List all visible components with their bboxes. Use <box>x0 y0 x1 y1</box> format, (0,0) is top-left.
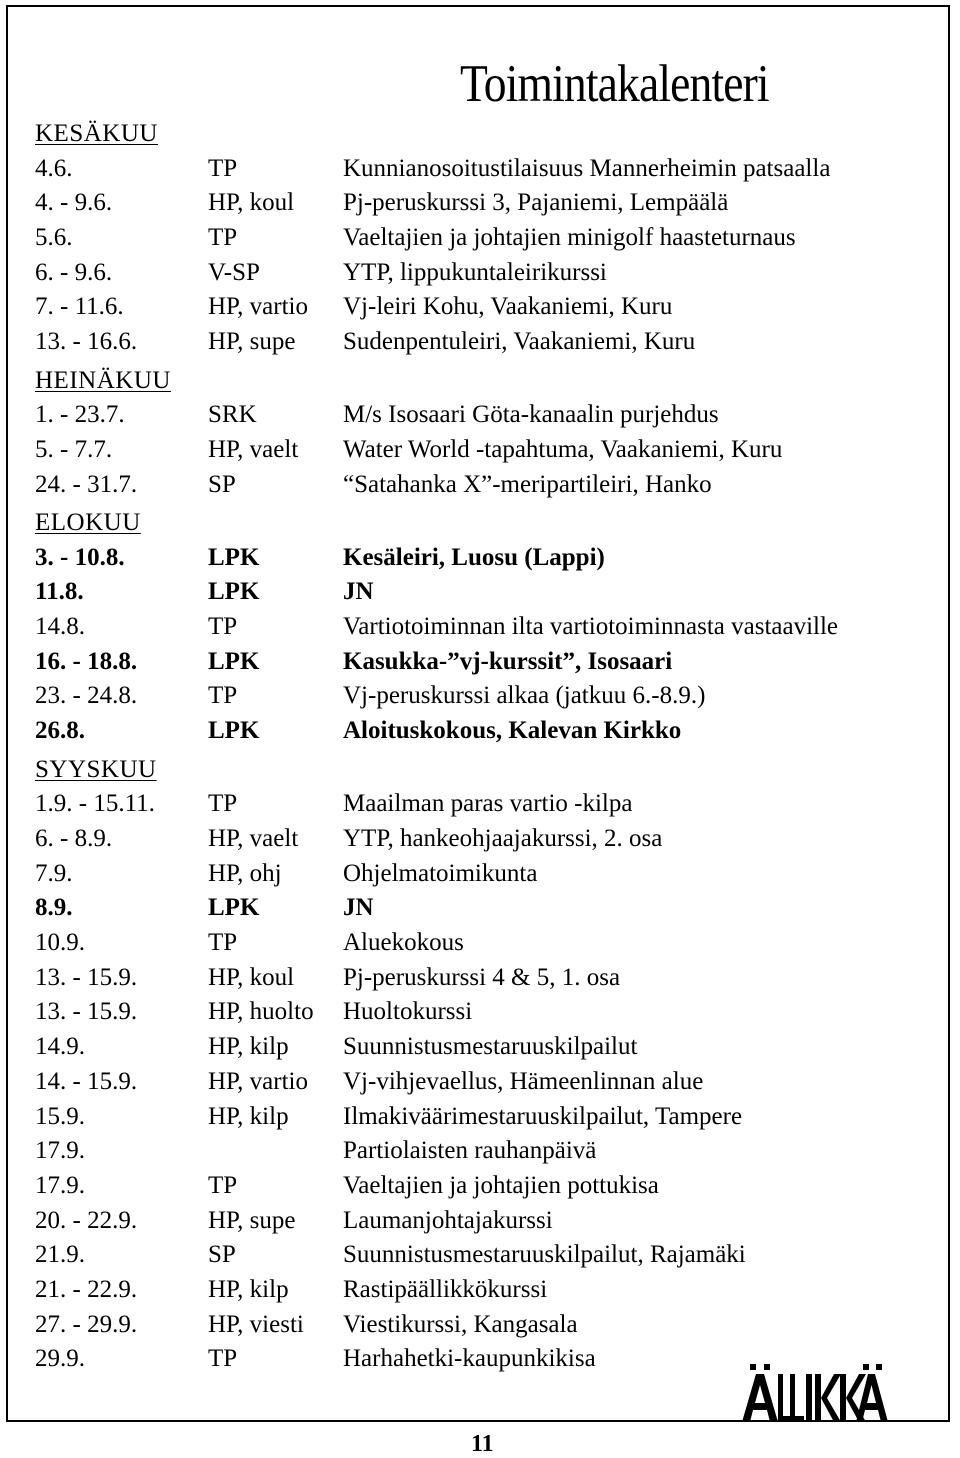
allikka-logo <box>740 1360 890 1430</box>
event-name: Vj-peruskurssi alkaa (jatkuu 6.-8.9.) <box>343 682 706 710</box>
event-date: 4.6. <box>35 154 73 182</box>
event-row <box>35 221 935 256</box>
event-name: Partiolaisten rauhanpäivä <box>343 1137 597 1165</box>
month-section <box>35 753 935 1377</box>
event-name: JN <box>343 894 374 922</box>
event-organizer: LPK <box>208 647 260 675</box>
event-row <box>35 857 935 892</box>
event-organizer: TP <box>208 1345 238 1373</box>
event-organizer: TP <box>208 682 238 710</box>
event-name: Suunnistusmestaruuskilpailut, Rajamäki <box>343 1241 746 1269</box>
event-row <box>35 679 935 714</box>
event-date: 13. - 15.9. <box>35 963 138 991</box>
event-organizer: TP <box>208 790 238 818</box>
event-name: Vartiotoiminnan ilta vartiotoiminnasta vastaaville <box>343 613 839 641</box>
event-name: Vj-leiri Kohu, Vaakaniemi, Kuru <box>343 293 673 321</box>
event-date: 7. - 11.6. <box>35 293 124 321</box>
event-row <box>35 152 935 187</box>
event-name: Ohjelmatoimikunta <box>343 859 538 887</box>
event-organizer: LPK <box>208 578 260 606</box>
event-row <box>35 398 935 433</box>
event-name: Vj-vihjevaellus, Hämeenlinnan alue <box>343 1067 704 1095</box>
month-heading: KESÄKUU <box>35 120 158 147</box>
event-row <box>35 645 935 680</box>
event-name: Aluekokous <box>343 929 464 957</box>
event-organizer: HP, vaelt <box>208 825 299 852</box>
event-organizer: HP, kilp <box>208 1275 289 1303</box>
event-row <box>35 1169 935 1204</box>
event-date: 26.8. <box>35 717 85 745</box>
month-section <box>35 506 935 749</box>
event-name: YTP, lippukuntaleirikurssi <box>343 258 607 286</box>
event-row <box>35 1134 935 1169</box>
month-heading: ELOKUU <box>35 509 141 537</box>
event-row <box>35 995 935 1030</box>
event-name: Vaeltajien ja johtajien minigolf haasteturnaus <box>343 223 796 251</box>
event-name: Viestikurssi, Kangasala <box>343 1310 578 1338</box>
event-date: 3. - 10.8. <box>35 543 125 571</box>
event-organizer: TP <box>208 223 238 251</box>
event-name: Ilmakiväärimestaruuskilpailut, Tampere <box>343 1102 743 1130</box>
event-date: 8.9. <box>35 894 73 922</box>
event-row <box>35 256 935 291</box>
event-organizer: HP, vaelt <box>208 435 299 463</box>
event-name: Maailman paras vartio -kilpa <box>343 790 633 818</box>
event-date: 11.8. <box>35 578 84 606</box>
event-date: 17.9. <box>35 1171 85 1199</box>
event-date: 17.9. <box>35 1137 85 1165</box>
calendar-list <box>35 117 935 1377</box>
event-row <box>35 186 935 221</box>
event-organizer: SP <box>208 1241 236 1269</box>
event-name: Sudenpentuleiri, Vaakaniemi, Kuru <box>343 327 696 355</box>
event-name: Kasukka-”vj-kurssit”, Isosaari <box>343 647 673 675</box>
event-date: 13. - 15.9. <box>35 998 138 1026</box>
event-date: 6. - 9.6. <box>35 258 113 286</box>
event-row <box>35 1308 935 1343</box>
event-organizer: TP <box>208 1171 238 1199</box>
event-date: 1.9. - 15.11. <box>35 790 155 818</box>
event-date: 16. - 18.8. <box>35 647 138 675</box>
event-date: 24. - 31.7. <box>35 470 138 498</box>
event-name: Vaeltajien ja johtajien pottukisa <box>343 1171 659 1199</box>
event-name: “Satahanka X”-meripartileiri, Hanko <box>343 470 712 498</box>
event-row <box>35 290 935 325</box>
event-name: Rastipäällikkökurssi <box>343 1275 548 1303</box>
event-organizer: LPK <box>208 717 260 745</box>
event-date: 14.8. <box>35 613 85 641</box>
event-name: Pj-peruskurssi 3, Pajaniemi, Lempäälä <box>343 189 729 217</box>
event-name: Kunnianosoitustilaisuus Mannerheimin patsaalla <box>343 154 831 182</box>
event-organizer: SRK <box>208 401 257 429</box>
event-organizer: HP, huolto <box>208 998 314 1026</box>
event-date: 21.9. <box>35 1241 85 1269</box>
event-row <box>35 787 935 822</box>
event-date: 15.9. <box>35 1102 85 1130</box>
event-row <box>35 433 935 468</box>
event-organizer: HP, vartio <box>208 293 308 321</box>
event-date: 6. - 8.9. <box>35 825 113 852</box>
event-date: 14.9. <box>35 1033 85 1061</box>
page-number: 11 <box>471 1431 494 1457</box>
event-row <box>35 1204 935 1239</box>
month-heading: HEINÄKUU <box>35 366 171 394</box>
event-date: 7.9. <box>35 859 73 887</box>
event-row <box>35 541 935 576</box>
event-organizer: HP, koul <box>208 189 295 217</box>
event-row <box>35 822 935 857</box>
event-organizer: LPK <box>208 894 260 922</box>
event-name: Water World -tapahtuma, Vaakaniemi, Kuru <box>343 435 783 463</box>
event-date: 5.6. <box>35 223 73 251</box>
event-row <box>35 468 935 503</box>
event-organizer: SP <box>208 470 236 498</box>
event-date: 5. - 7.7. <box>35 435 113 463</box>
event-organizer: HP, koul <box>208 963 295 991</box>
event-name: Kesäleiri, Luosu (Lappi) <box>343 543 605 571</box>
event-organizer: HP, supe <box>208 1206 296 1234</box>
event-name: Pj-peruskurssi 4 & 5, 1. osa <box>343 963 621 991</box>
event-date: 29.9. <box>35 1345 85 1373</box>
event-row <box>35 1238 935 1273</box>
event-organizer: TP <box>208 929 238 957</box>
event-name: M/s Isosaari Göta-kanaalin purjehdus <box>343 401 719 429</box>
event-date: 27. - 29.9. <box>35 1310 138 1338</box>
event-organizer: TP <box>208 613 238 641</box>
event-date: 20. - 22.9. <box>35 1206 138 1234</box>
event-organizer <box>208 1134 343 1169</box>
month-heading: SYYSKUU <box>35 755 157 783</box>
page-title: Toimintakalenteri <box>460 55 769 113</box>
event-row <box>35 610 935 645</box>
event-name: Suunnistusmestaruuskilpailut <box>343 1033 638 1061</box>
month-section <box>35 117 935 360</box>
event-row <box>35 1030 935 1065</box>
event-organizer: HP, vartio <box>208 1067 308 1095</box>
event-row <box>35 714 935 749</box>
event-date: 4. - 9.6. <box>35 189 113 217</box>
event-organizer: V-SP <box>208 258 260 286</box>
month-section <box>35 364 935 503</box>
event-row <box>35 325 935 360</box>
event-date: 14. - 15.9. <box>35 1067 138 1095</box>
event-organizer: HP, kilp <box>208 1102 289 1130</box>
event-date: 13. - 16.6. <box>35 327 138 355</box>
event-row <box>35 1065 935 1100</box>
event-name: Aloituskokous, Kalevan Kirkko <box>343 717 682 745</box>
event-organizer: HP, kilp <box>208 1033 289 1061</box>
event-row <box>35 926 935 961</box>
event-organizer: TP <box>208 154 238 182</box>
event-organizer: HP, viesti <box>208 1310 304 1338</box>
event-organizer: HP, ohj <box>208 859 282 887</box>
event-row <box>35 891 935 926</box>
event-row <box>35 1273 935 1308</box>
event-name: YTP, hankeohjaajakurssi, 2. osa <box>343 825 663 852</box>
event-name: Laumanjohtajakurssi <box>343 1206 553 1234</box>
event-row <box>35 961 935 996</box>
event-date: 10.9. <box>35 929 85 957</box>
event-organizer: LPK <box>208 543 260 571</box>
event-date: 21. - 22.9. <box>35 1275 138 1303</box>
event-name: JN <box>343 578 374 606</box>
event-date: 23. - 24.8. <box>35 682 138 710</box>
event-name: Huoltokurssi <box>343 998 473 1026</box>
event-row <box>35 575 935 610</box>
event-organizer: HP, supe <box>208 327 296 355</box>
event-row <box>35 1100 935 1135</box>
event-date: 1. - 23.7. <box>35 401 125 429</box>
event-name: Harhahetki-kaupunkikisa <box>343 1345 596 1373</box>
logo-letters <box>742 1364 888 1422</box>
